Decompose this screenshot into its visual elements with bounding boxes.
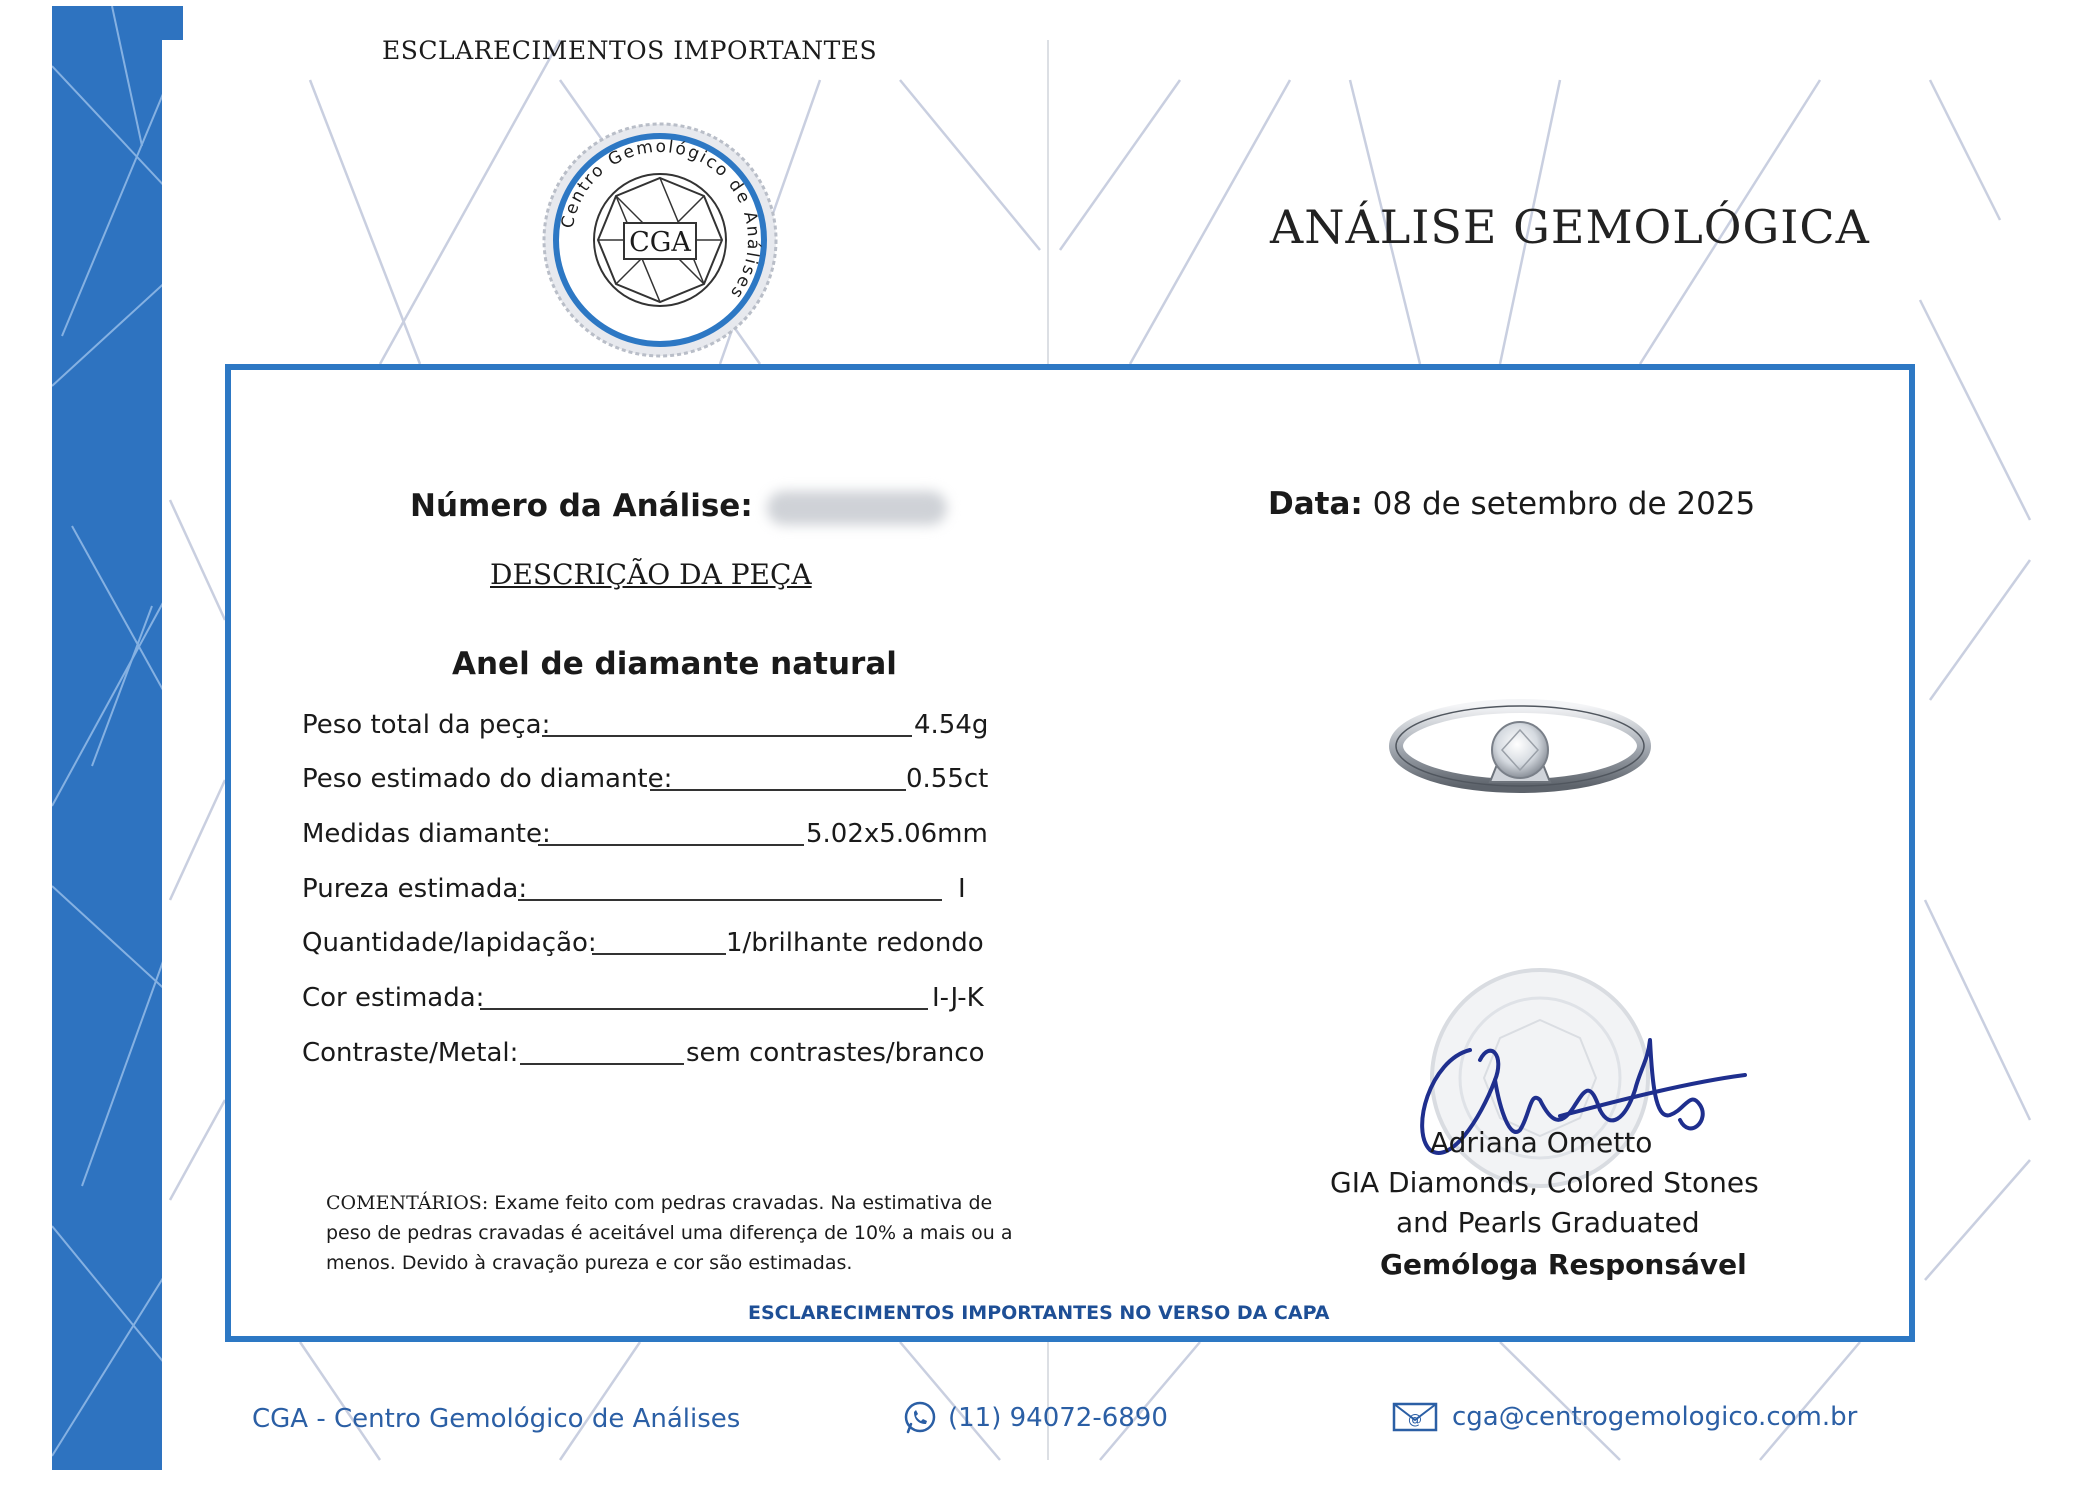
- spec-row: [302, 981, 992, 1017]
- spec-leader-line: [650, 789, 906, 791]
- spec-value: 4.54g: [914, 710, 989, 740]
- spec-row: [302, 872, 992, 908]
- signatory-role: Gemóloga Responsável: [1380, 1248, 1747, 1281]
- signatory-credential-line2: and Pearls Graduated: [1396, 1206, 1700, 1239]
- email-address: cga@centrogemologico.com.br: [1452, 1402, 1858, 1432]
- comments-text: Exame feito com pedras cravadas. Na estimativa de peso de pedras cravadas é aceitável uma diferença de 10% a mais ou a menos. Devido à cravação pureza e cor são estimadas.: [326, 1192, 1013, 1274]
- footer-company: CGA - Centro Gemológico de Análises: [252, 1404, 741, 1434]
- spec-row: [302, 762, 992, 798]
- signatory-name: Adriana Ometto: [1430, 1126, 1653, 1159]
- bottom-note: ESCLARECIMENTOS IMPORTANTES NO VERSO DA CAPA: [748, 1302, 1330, 1324]
- footer-email[interactable]: [1392, 1400, 1857, 1434]
- spec-leader-line: [592, 953, 726, 955]
- phone-number: (11) 94072-6890: [948, 1403, 1168, 1433]
- spec-leader-line: [518, 899, 942, 901]
- spec-label: Peso total da peça:: [302, 710, 551, 740]
- spec-label: Contraste/Metal:: [302, 1038, 519, 1068]
- svg-text:@: @: [1408, 1412, 1422, 1428]
- spec-value: 1/brilhante redondo: [726, 928, 984, 958]
- piece-description-title: DESCRIÇÃO DA PEÇA: [490, 558, 812, 591]
- spec-value: I: [958, 874, 966, 904]
- spec-value: 0.55ct: [906, 764, 989, 794]
- date-value: 08 de setembro de 2025: [1372, 486, 1756, 522]
- spec-leader-line: [480, 1008, 928, 1010]
- whatsapp-icon: [902, 1400, 938, 1436]
- analysis-number-label: Número da Análise:: [410, 488, 753, 524]
- analysis-number-row: [410, 488, 947, 525]
- spec-label: Pureza estimada:: [302, 874, 528, 904]
- spec-label: Cor estimada:: [302, 983, 485, 1013]
- spec-row: [302, 708, 992, 744]
- date-row: [1268, 486, 1755, 522]
- spec-label: Quantidade/lapidação:: [302, 928, 597, 958]
- piece-name: Anel de diamante natural: [452, 646, 897, 682]
- email-icon: [1392, 1400, 1438, 1434]
- spec-label: Peso estimado do diamante:: [302, 764, 673, 794]
- spec-row: [302, 817, 992, 853]
- comments-label: COMENTÁRIOS:: [326, 1192, 489, 1214]
- spec-value: I-J-K: [932, 983, 984, 1013]
- spec-label: Medidas diamante:: [302, 819, 551, 849]
- spec-value: sem contrastes/branco: [686, 1038, 985, 1068]
- seal-ring-text: Centro Gemológico de Análises: [557, 136, 764, 304]
- date-label: Data:: [1268, 486, 1363, 522]
- top-title: ESCLARECIMENTOS IMPORTANTES: [382, 36, 878, 65]
- signatory-credential-line1: GIA Diamonds, Colored Stones: [1330, 1166, 1759, 1199]
- document-title: ANÁLISE GEMOLÓGICA: [1270, 200, 1870, 254]
- comments-block: [326, 1188, 1026, 1278]
- spec-row: [302, 1036, 992, 1072]
- redacted-analysis-number: [767, 491, 947, 525]
- diamond-ring-photo: [1380, 672, 1660, 832]
- seal-abbr: CGA: [629, 227, 691, 258]
- spec-leader-line: [542, 735, 912, 737]
- spec-row: [302, 926, 992, 962]
- cga-seal-logo: [540, 120, 780, 360]
- spec-leader-line: [538, 844, 804, 846]
- footer-phone[interactable]: [902, 1400, 1168, 1436]
- spec-leader-line: [520, 1063, 684, 1065]
- spec-value: 5.02x5.06mm: [806, 819, 988, 849]
